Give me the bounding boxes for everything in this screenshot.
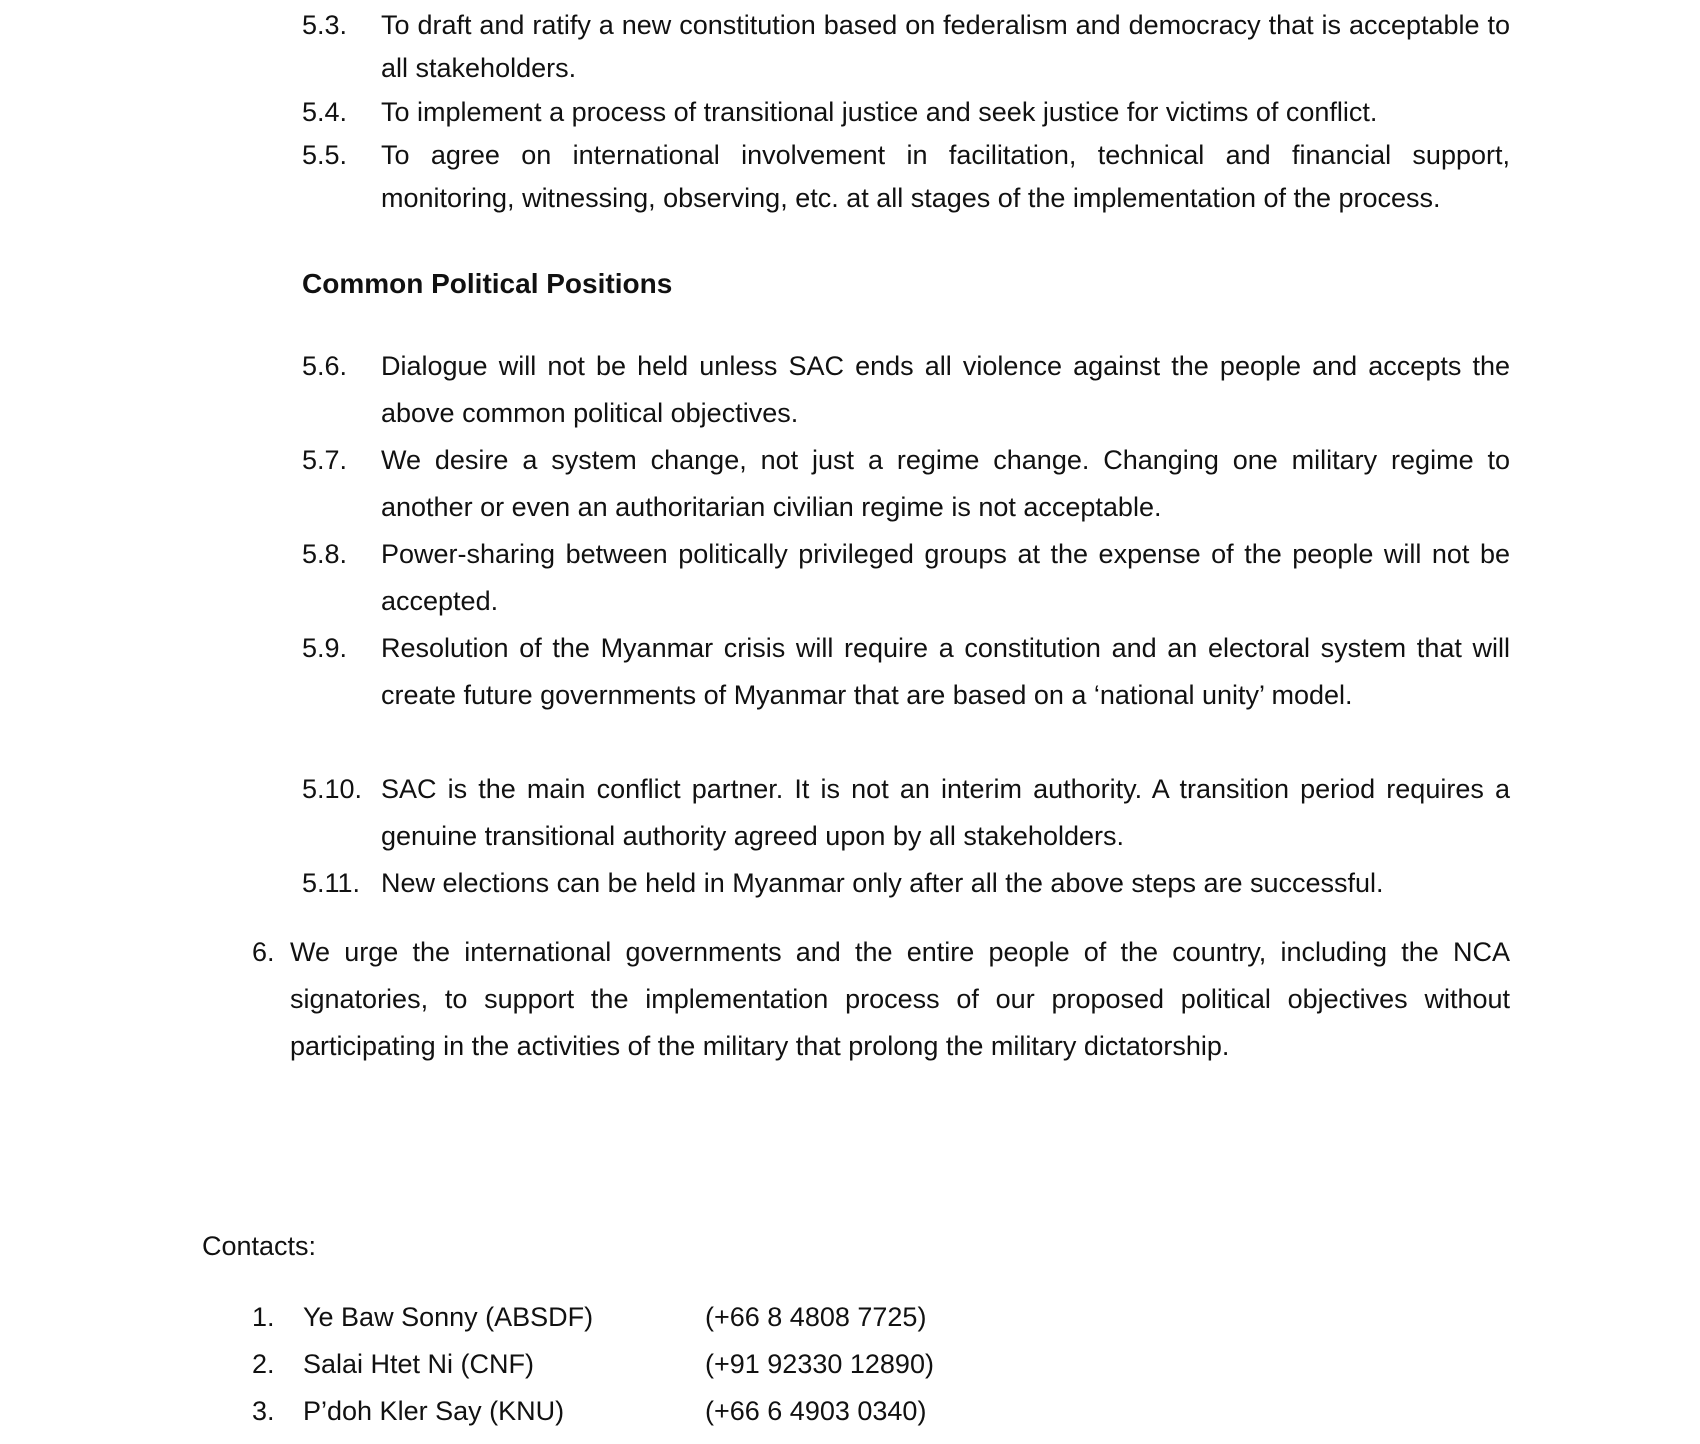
contact-name: Salai Htet Ni (CNF) <box>303 1349 535 1379</box>
item-text: We urge the international governments and the entire people of the country, including the NCA signatories, to support the implementation process of our proposed political objectives without participating in the activities of the military that prolong the military dictatorship. <box>290 937 1510 1061</box>
contact-row <box>252 1294 1052 1341</box>
contact-number: 2. <box>252 1349 275 1379</box>
item-text: Power-sharing between politically privileged groups at the expense of the people will not be accepted. <box>381 539 1510 616</box>
contact-row <box>252 1388 1052 1435</box>
list-item-5-6 <box>302 343 1510 437</box>
item-number: 5.7. <box>302 445 348 475</box>
item-number: 5.6. <box>302 351 348 381</box>
item-text: SAC is the main conflict partner. It is not an interim authority. A transition period requires a genuine transitional authority agreed upon by all stakeholders. <box>381 774 1510 851</box>
list-item-5-5 <box>302 134 1510 222</box>
item-number: 5.10. <box>302 774 363 804</box>
item-number: 5.11. <box>302 868 361 898</box>
contact-name: Ye Baw Sonny (ABSDF) <box>303 1302 594 1332</box>
list-item-5-9 <box>302 625 1510 766</box>
list-item-5-4 <box>302 91 1510 135</box>
contact-phone: (+66 6 4903 0340) <box>705 1396 927 1426</box>
item-text: To agree on international involvement in facilitation, technical and financial support, monitoring, witnessing, observing, etc. at all stages of the implementation of the process. <box>381 140 1510 213</box>
item-number: 5.3. <box>302 10 348 40</box>
list-item-5-10 <box>302 766 1510 860</box>
contact-number: 3. <box>252 1396 275 1426</box>
contact-row <box>252 1341 1052 1388</box>
contact-number: 1. <box>252 1302 275 1332</box>
list-item-5-11 <box>302 860 1510 907</box>
item-text: New elections can be held in Myanmar only after all the above steps are successful. <box>381 868 1384 898</box>
item-text: Dialogue will not be held unless SAC ends all violence against the people and accepts the above common political objectives. <box>381 351 1510 428</box>
item-number: 6. <box>252 937 275 967</box>
item-number: 5.5. <box>302 140 348 170</box>
contact-name: P’doh Kler Say (KNU) <box>303 1396 565 1426</box>
list-item-5-3 <box>302 4 1510 92</box>
list-item-5-7 <box>302 437 1510 531</box>
item-number: 5.8. <box>302 539 348 569</box>
item-text: We desire a system change, not just a regime change. Changing one military regime to another or even an authoritarian civilian regime is not acceptable. <box>381 445 1510 522</box>
item-number: 5.9. <box>302 633 348 663</box>
contacts-label: Contacts: <box>202 1231 317 1261</box>
contact-phone: (+66 8 4808 7725) <box>705 1302 927 1332</box>
item-number: 5.4. <box>302 97 348 127</box>
list-item-6 <box>252 929 1510 1119</box>
section-heading: Common Political Positions <box>302 268 673 299</box>
item-text: To implement a process of transitional justice and seek justice for victims of conflict. <box>381 97 1378 127</box>
contact-phone: (+91 92330 12890) <box>705 1349 934 1379</box>
item-text: Resolution of the Myanmar crisis will require a constitution and an electoral system that will create future governments of Myanmar that are based on a ‘national unity’ model. <box>381 633 1510 710</box>
list-item-5-8 <box>302 531 1510 625</box>
item-text: To draft and ratify a new constitution based on federalism and democracy that is acceptable to all stakeholders. <box>381 10 1510 83</box>
